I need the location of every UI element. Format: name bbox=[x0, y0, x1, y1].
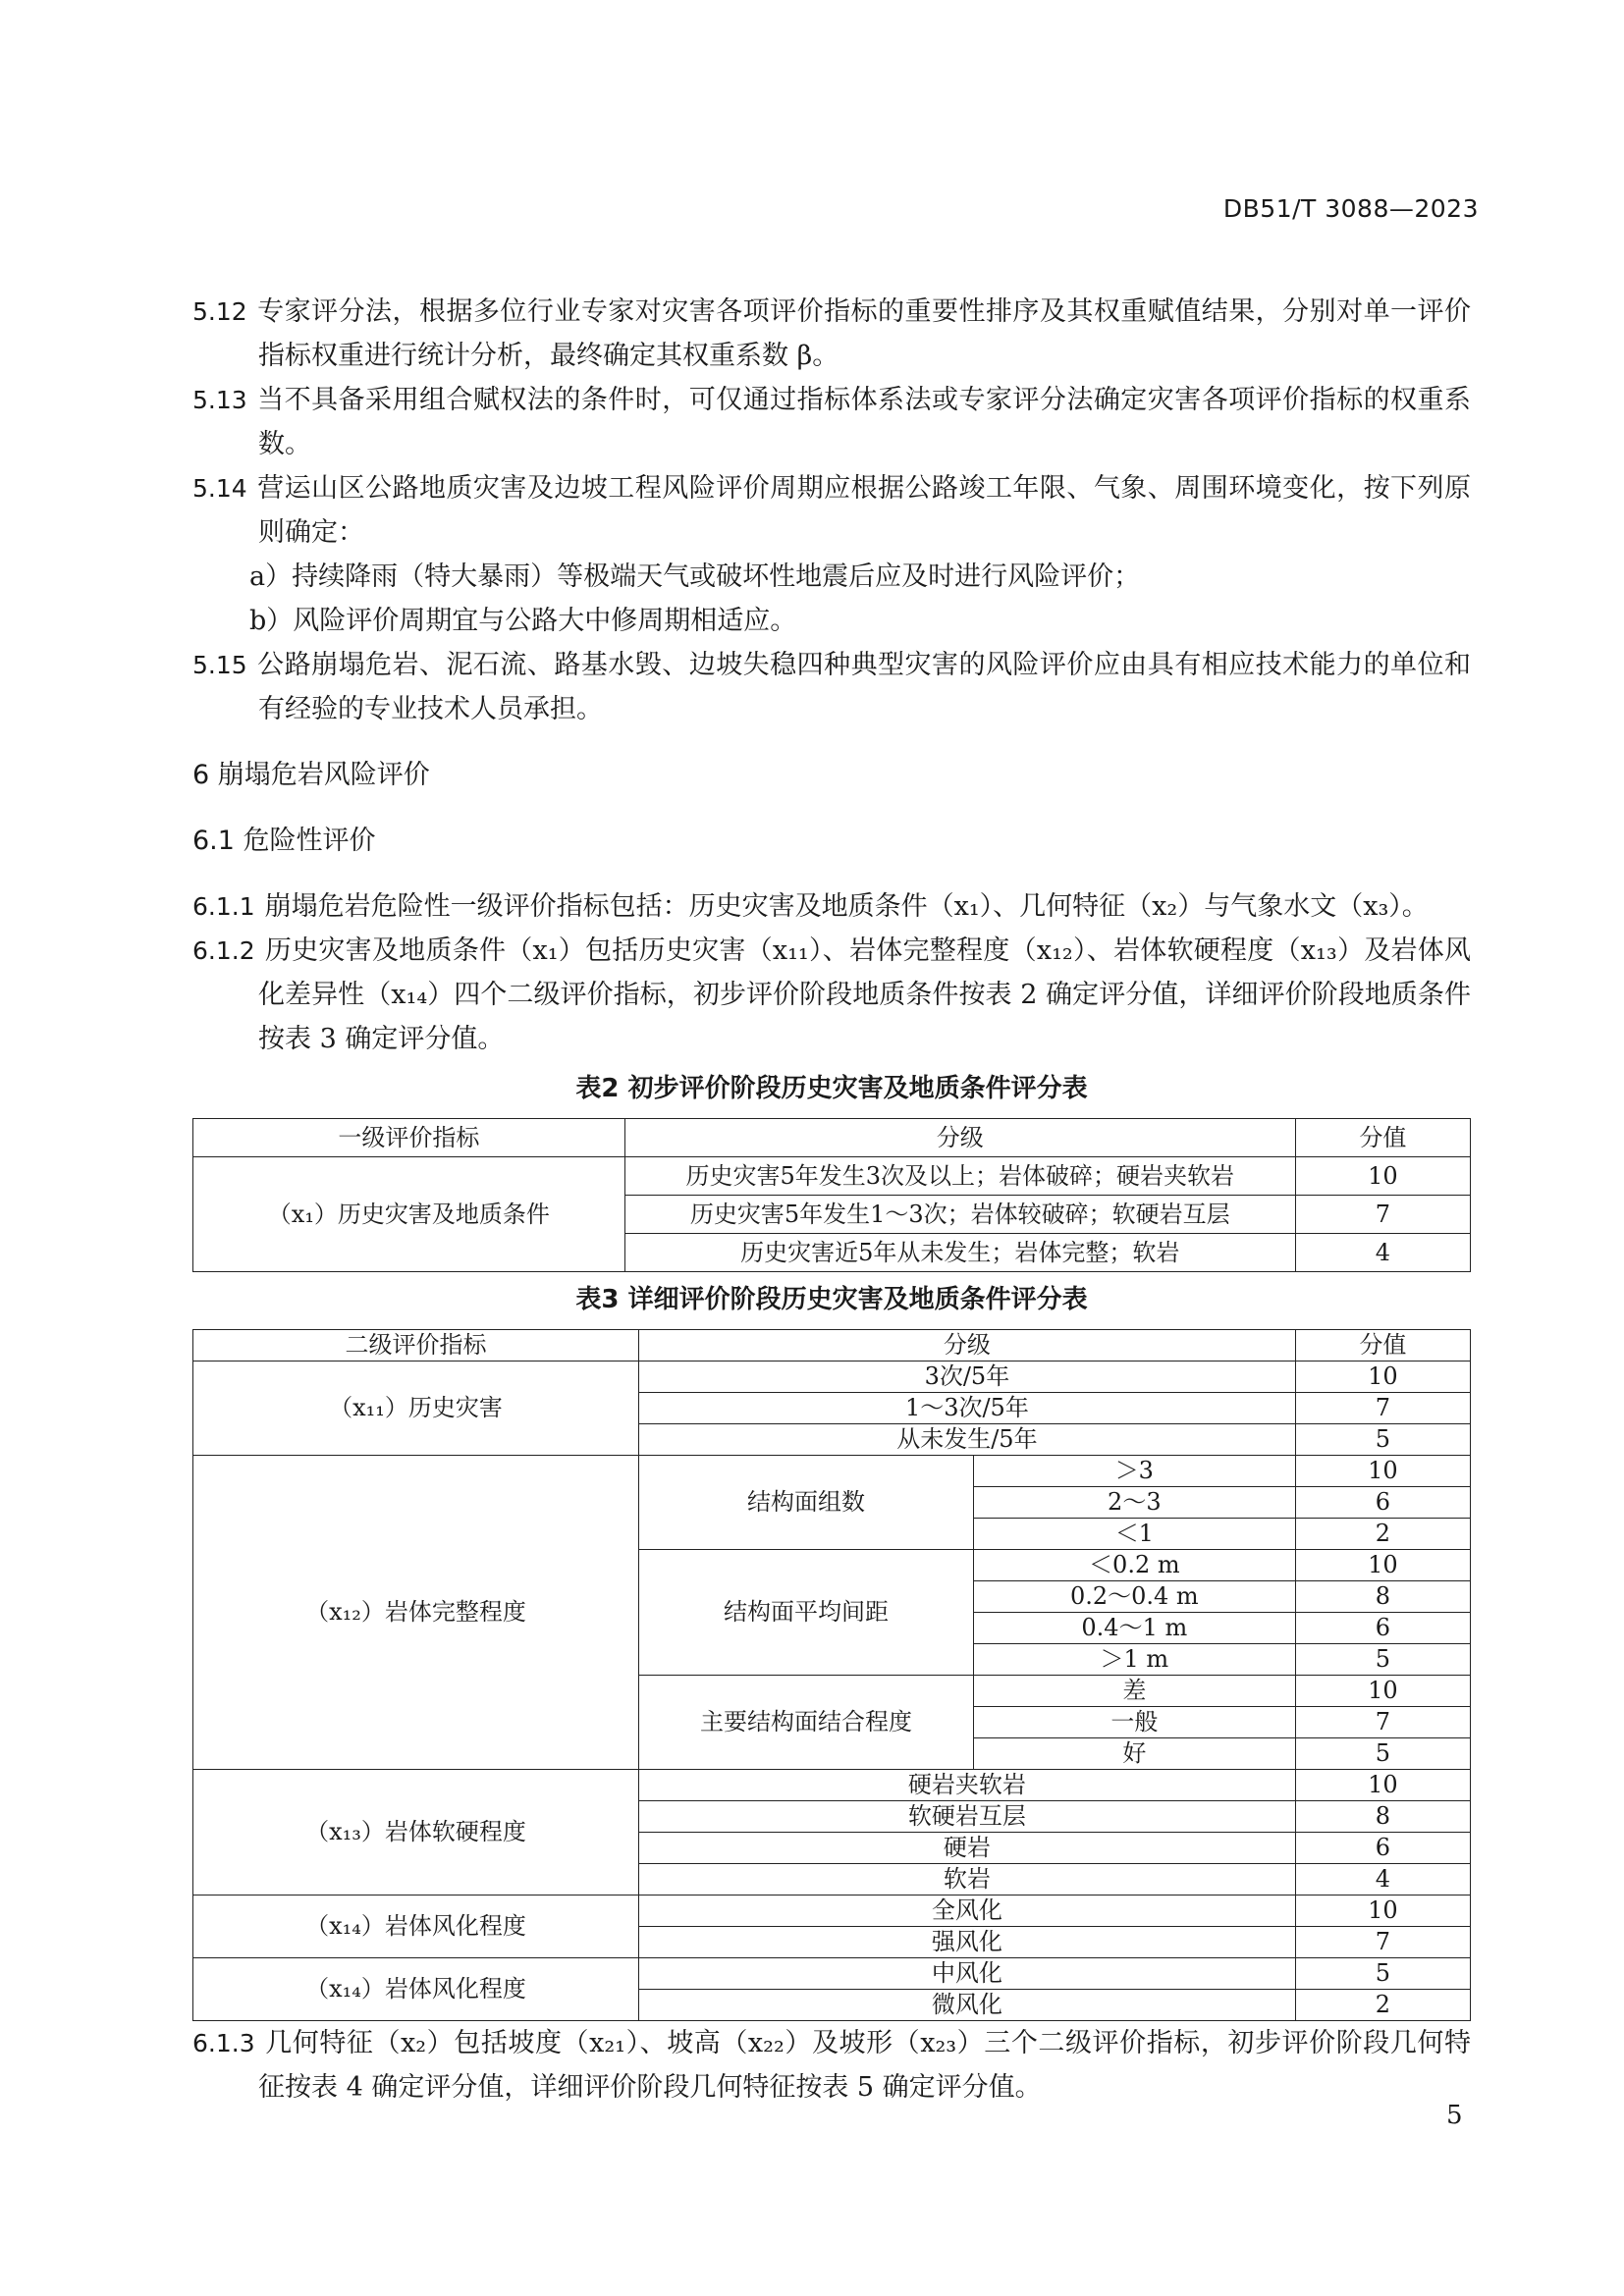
score-cell: 7 bbox=[1295, 1196, 1470, 1234]
document-body bbox=[192, 290, 1471, 2109]
list-item-a: a）持续降雨（特大暴雨）等极端天气或破坏性地震后应及时进行风险评价； bbox=[249, 561, 1141, 592]
table-3 bbox=[192, 1329, 1471, 2021]
grade-cell: ＜1 bbox=[973, 1519, 1295, 1550]
header-cell: 分级 bbox=[624, 1119, 1295, 1157]
clause-6-1-1 bbox=[192, 884, 1471, 929]
score-cell: 2 bbox=[1295, 1990, 1470, 2021]
score-cell: 5 bbox=[1295, 1644, 1470, 1676]
indicator-cell: （x₁₂）岩体完整程度 bbox=[193, 1456, 639, 1770]
table-row bbox=[193, 1770, 1471, 1801]
grade-cell: 硬岩 bbox=[639, 1833, 1296, 1864]
grade-cell: 硬岩夹软岩 bbox=[639, 1770, 1296, 1801]
clause-text: 当不具备采用组合赋权法的条件时，可仅通过指标体系法或专家评分法确定灾害各项评价指标的权重系数。 bbox=[256, 385, 1471, 459]
indicator-cell: （x₁）历史灾害及地质条件 bbox=[193, 1157, 625, 1272]
header-cell: 一级评价指标 bbox=[193, 1119, 625, 1157]
score-cell: 5 bbox=[1295, 1424, 1470, 1456]
table-2-caption: 表2 初步评价阶段历史灾害及地质条件评分表 bbox=[575, 1074, 1088, 1103]
header-cell: 分级 bbox=[639, 1330, 1296, 1362]
section-heading-6: 6 崩塌危岩风险评价 bbox=[192, 760, 430, 790]
clause-number: 5.15 bbox=[192, 651, 247, 679]
table-header-row bbox=[193, 1119, 1471, 1157]
clause-number: 6.1.3 bbox=[192, 2029, 255, 2057]
sub-indicator-cell: 结构面平均间距 bbox=[639, 1550, 974, 1676]
sub-indicator-cell: 结构面组数 bbox=[639, 1456, 974, 1550]
clause-5-15 bbox=[192, 643, 1471, 731]
header-cell: 二级评价指标 bbox=[193, 1330, 639, 1362]
header-cell: 分值 bbox=[1295, 1119, 1470, 1157]
clause-text: 历史灾害及地质条件（x₁）包括历史灾害（x₁₁）、岩体完整程度（x₁₂）、岩体软硬程度（x₁₃）及岩体风化差异性（x₁₄）四个二级评价指标，初步评价阶段地质条件按表 2 确定评分值，详细评价阶段地质条件按表 3 确定评分值。 bbox=[258, 935, 1471, 1054]
grade-cell: 2～3 bbox=[973, 1487, 1295, 1519]
grade-cell: ＜0.2 m bbox=[973, 1550, 1295, 1581]
header-cell: 分值 bbox=[1295, 1330, 1470, 1362]
clause-text: 崩塌危岩危险性一级评价指标包括：历史灾害及地质条件（x₁）、几何特征（x₂）与气象水文（x₃）。 bbox=[264, 891, 1429, 922]
section-heading-6-1: 6.1 危险性评价 bbox=[192, 826, 376, 856]
indicator-cell: （x₁₁）历史灾害 bbox=[193, 1362, 639, 1456]
grade-cell: 从未发生/5年 bbox=[639, 1424, 1296, 1456]
table-row bbox=[193, 1362, 1471, 1393]
score-cell: 6 bbox=[1295, 1833, 1470, 1864]
score-cell: 7 bbox=[1295, 1393, 1470, 1424]
indicator-cell: （x₁₄）岩体风化程度 bbox=[193, 1958, 639, 2021]
indicator-cell: （x₁₄）岩体风化程度 bbox=[193, 1896, 639, 1958]
list-item-b: b）风险评价周期宜与公路大中修周期相适应。 bbox=[249, 606, 797, 636]
score-cell: 4 bbox=[1295, 1864, 1470, 1896]
score-cell: 10 bbox=[1295, 1362, 1470, 1393]
indicator-cell: （x₁₃）岩体软硬程度 bbox=[193, 1770, 639, 1896]
table-2 bbox=[192, 1118, 1471, 1272]
score-cell: 6 bbox=[1295, 1613, 1470, 1644]
table-row bbox=[193, 1958, 1471, 1990]
grade-cell: 3次/5年 bbox=[639, 1362, 1296, 1393]
clause-5-13 bbox=[192, 378, 1471, 466]
score-cell: 8 bbox=[1295, 1801, 1470, 1833]
clause-number: 5.12 bbox=[192, 297, 247, 326]
clause-6-1-2 bbox=[192, 929, 1471, 1061]
score-cell: 10 bbox=[1295, 1896, 1470, 1927]
table-row bbox=[193, 1157, 1471, 1196]
score-cell: 10 bbox=[1295, 1550, 1470, 1581]
table-row bbox=[193, 1896, 1471, 1927]
document-code: DB51/T 3088—2023 bbox=[1222, 194, 1479, 223]
score-cell: 2 bbox=[1295, 1519, 1470, 1550]
table-header-row bbox=[193, 1330, 1471, 1362]
clause-number: 5.13 bbox=[192, 386, 247, 414]
score-cell: 4 bbox=[1295, 1234, 1470, 1272]
score-cell: 7 bbox=[1295, 1927, 1470, 1958]
score-cell: 5 bbox=[1295, 1958, 1470, 1990]
clause-number: 6.1.2 bbox=[192, 936, 255, 965]
grade-cell: 差 bbox=[973, 1676, 1295, 1707]
grade-cell: 全风化 bbox=[639, 1896, 1296, 1927]
grade-cell: ＞1 m bbox=[973, 1644, 1295, 1676]
clause-number: 5.14 bbox=[192, 474, 247, 503]
clause-text: 几何特征（x₂）包括坡度（x₂₁）、坡高（x₂₂）及坡形（x₂₃）三个二级评价指标，初步评价阶段几何特征按表 4 确定评分值，详细评价阶段几何特征按表 5 确定评分值。 bbox=[258, 2028, 1471, 2103]
grade-cell: 微风化 bbox=[639, 1990, 1296, 2021]
grade-cell: 1～3次/5年 bbox=[639, 1393, 1296, 1424]
clause-5-12 bbox=[192, 290, 1471, 378]
grade-cell: 强风化 bbox=[639, 1927, 1296, 1958]
score-cell: 5 bbox=[1295, 1738, 1470, 1770]
score-cell: 10 bbox=[1295, 1456, 1470, 1487]
grade-cell: 0.2～0.4 m bbox=[973, 1581, 1295, 1613]
grade-cell: ＞3 bbox=[973, 1456, 1295, 1487]
score-cell: 6 bbox=[1295, 1487, 1470, 1519]
page-number: 5 bbox=[1446, 2101, 1463, 2130]
score-cell: 7 bbox=[1295, 1707, 1470, 1738]
grade-cell: 软岩 bbox=[639, 1864, 1296, 1896]
score-cell: 8 bbox=[1295, 1581, 1470, 1613]
grade-cell: 一般 bbox=[973, 1707, 1295, 1738]
score-cell: 10 bbox=[1295, 1770, 1470, 1801]
score-cell: 10 bbox=[1295, 1676, 1470, 1707]
clause-number: 6.1.1 bbox=[192, 892, 255, 921]
grade-cell: 历史灾害近5年从未发生；岩体完整；软岩 bbox=[624, 1234, 1295, 1272]
table-row bbox=[193, 1456, 1471, 1487]
sub-indicator-cell: 主要结构面结合程度 bbox=[639, 1676, 974, 1770]
clause-text: 专家评分法，根据多位行业专家对灾害各项评价指标的重要性排序及其权重赋值结果，分别对单一评价指标权重进行统计分析，最终确定其权重系数 β。 bbox=[256, 296, 1471, 371]
grade-cell: 历史灾害5年发生3次及以上；岩体破碎；硬岩夹软岩 bbox=[624, 1157, 1295, 1196]
grade-cell: 0.4～1 m bbox=[973, 1613, 1295, 1644]
grade-cell: 中风化 bbox=[639, 1958, 1296, 1990]
table-3-caption: 表3 详细评价阶段历史灾害及地质条件评分表 bbox=[575, 1285, 1088, 1314]
grade-cell: 软硬岩互层 bbox=[639, 1801, 1296, 1833]
grade-cell: 历史灾害5年发生1～3次；岩体较破碎；软硬岩互层 bbox=[624, 1196, 1295, 1234]
grade-cell: 好 bbox=[973, 1738, 1295, 1770]
score-cell: 10 bbox=[1295, 1157, 1470, 1196]
clause-6-1-3 bbox=[192, 2021, 1471, 2109]
clause-5-14 bbox=[192, 466, 1471, 555]
clause-text: 营运山区公路地质灾害及边坡工程风险评价周期应根据公路竣工年限、气象、周围环境变化，按下列原则确定： bbox=[256, 473, 1471, 548]
clause-text: 公路崩塌危岩、泥石流、路基水毁、边坡失稳四种典型灾害的风险评价应由具有相应技术能力的单位和有经验的专业技术人员承担。 bbox=[256, 650, 1471, 724]
